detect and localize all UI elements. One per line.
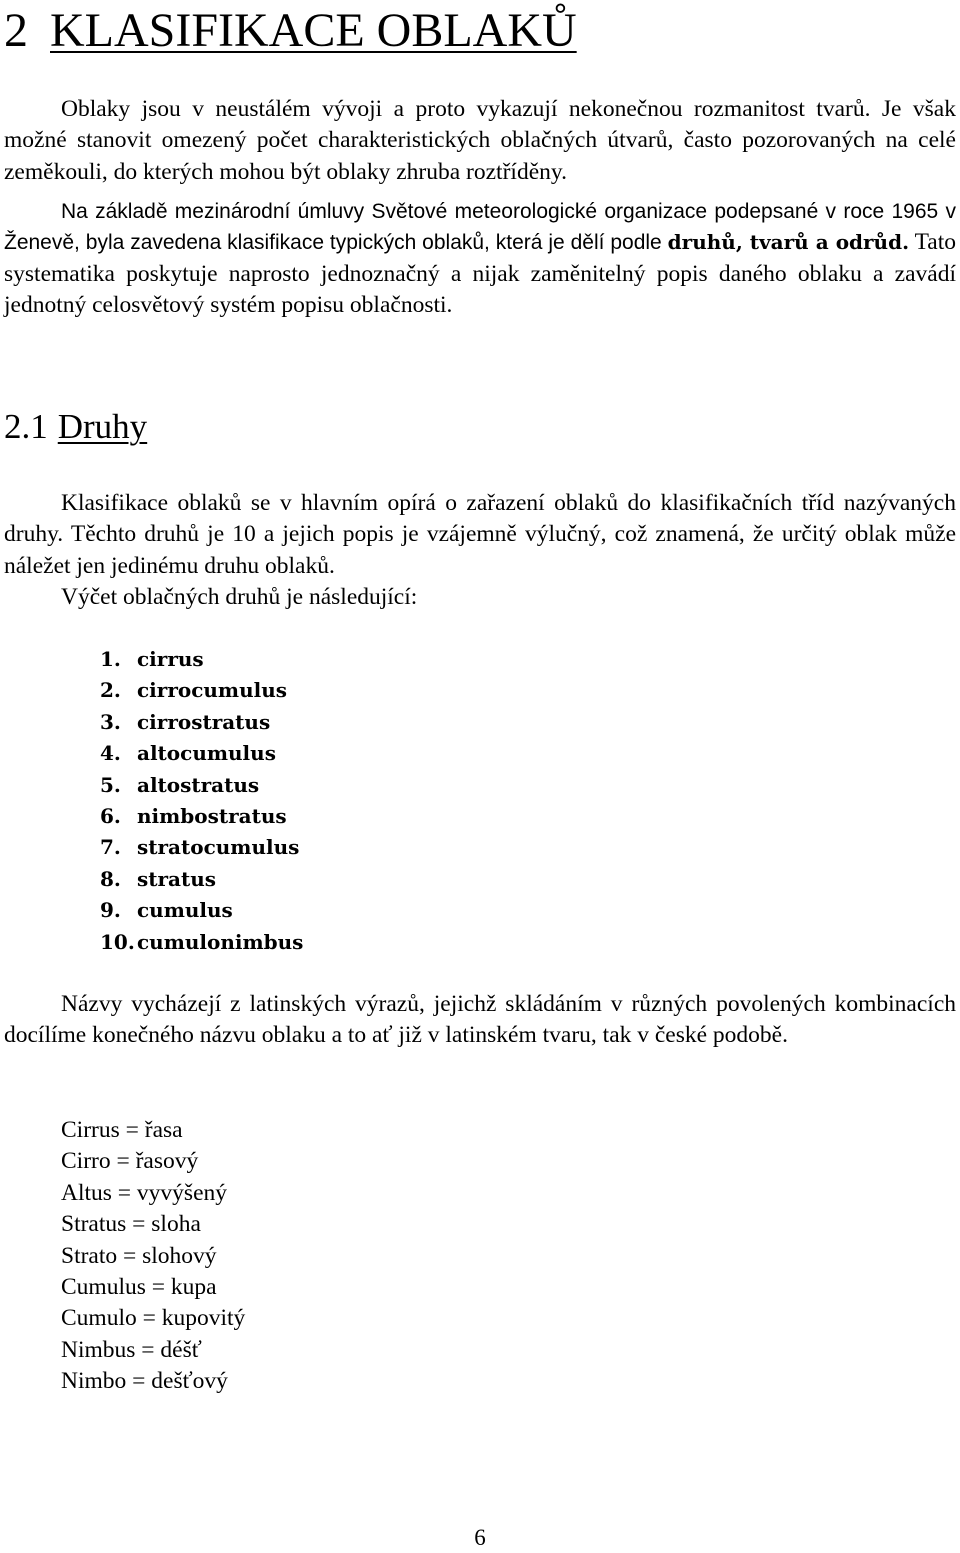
page-number: 6 <box>474 1525 486 1550</box>
list-item-name: cumulonimbus <box>137 929 304 954</box>
list-item-name: cirrostratus <box>137 709 271 734</box>
list-item-number: 10. <box>100 929 135 954</box>
list-item <box>100 895 303 926</box>
list-item <box>100 832 303 863</box>
list-item-number: 5. <box>100 772 121 797</box>
list-item <box>100 927 303 958</box>
intro-text-1: Oblaky jsou v neustálém vývoji a proto vykazují nekonečnou rozmanitost tvarů. Je však možné stanovit omezený počet charakteristických oblačných útvarů, často pozorovaných na celé zeměkouli, do kterých mohou být oblaky zhruba roztříděny. <box>4 96 956 185</box>
list-item <box>100 644 303 675</box>
list-item-number: 4. <box>100 741 121 766</box>
list-item <box>100 864 303 895</box>
list-item-number: 7. <box>100 835 121 860</box>
list-item-name: stratocumulus <box>137 835 300 860</box>
list-item-number: 8. <box>100 866 121 891</box>
glossary-entry: Cumulo = kupovitý <box>61 1305 246 1332</box>
druhy-text: Klasifikace oblaků se v hlavním opírá o zařazení oblaků do klasifikačních tříd nazývaných druhy. Těchto druhů je 10 a jejich popis je vzájemně výlučný, což znamená, že určitý oblak může náležet jen jedinému druhu oblaků. <box>4 490 956 579</box>
list-item-name: stratus <box>137 866 217 891</box>
list-item-number: 2. <box>100 678 121 703</box>
list-item-name: nimbostratus <box>137 803 287 828</box>
list-item <box>100 770 303 801</box>
intro-paragraph-2 <box>4 196 956 322</box>
list-item <box>100 738 303 769</box>
glossary-entry: Altus = vyvýšený <box>61 1179 228 1206</box>
list-item <box>100 707 303 738</box>
druhy-paragraph <box>4 488 956 582</box>
chapter-title: KLASIFIKACE OBLAKŮ <box>50 4 577 57</box>
list-item <box>100 675 303 706</box>
list-item-name: altocumulus <box>137 741 276 766</box>
glossary-entry: Strato = slohový <box>61 1242 217 1269</box>
intro-bold-terms: druhů, tvarů a odrůd. <box>667 230 910 255</box>
latin-terms-glossary <box>61 1115 245 1398</box>
list-item <box>100 801 303 832</box>
list-item-number: 6. <box>100 803 121 828</box>
intro-text-2: Na základě mezinárodní úmluvy Světové meteorologické organizace podepsané v roce 1965 v Ženevě, byla zavedena klasifikace typických oblaků, která je dělí podle <box>4 200 956 255</box>
list-item-number: 9. <box>100 898 121 923</box>
section-title: Druhy <box>57 407 148 446</box>
glossary-entry: Nimbo = dešťový <box>61 1368 228 1395</box>
section-number: 2.1 <box>4 407 48 446</box>
list-item-name: cirrocumulus <box>137 678 288 703</box>
list-item-name: cumulus <box>137 898 233 923</box>
list-item-name: cirrus <box>137 647 204 671</box>
chapter-heading <box>4 2 577 60</box>
cloud-genera-list <box>100 644 303 958</box>
list-item-number: 1. <box>100 647 121 671</box>
glossary-entry: Cirrus = řasa <box>61 1117 183 1143</box>
list-item-number: 3. <box>100 709 121 734</box>
glossary-entry: Cumulus = kupa <box>61 1273 217 1300</box>
list-intro: Výčet oblačných druhů je následující: <box>61 584 418 610</box>
naming-text: Názvy vycházejí z latinských výrazů, jejichž skládáním v různých povolených kombinacích docílíme konečného názvu oblaku a to ať již v latinském tvaru, tak v české podobě. <box>4 991 956 1049</box>
glossary-entry: Cirro = řasový <box>61 1148 199 1175</box>
section-heading <box>4 404 147 450</box>
glossary-entry: Nimbus = déšť <box>61 1336 202 1363</box>
intro-text-3: Tato systematika poskytuje naprosto jednoznačný a nijak zaměnitelný popis daného oblaku a zavádí jednotný celosvětový systém popisu oblačnosti. <box>4 229 957 319</box>
intro-paragraph-1 <box>4 94 956 188</box>
naming-paragraph <box>4 989 956 1052</box>
glossary-entry: Stratus = sloha <box>61 1211 201 1238</box>
chapter-number: 2 <box>4 4 28 57</box>
list-item-name: altostratus <box>137 772 260 797</box>
